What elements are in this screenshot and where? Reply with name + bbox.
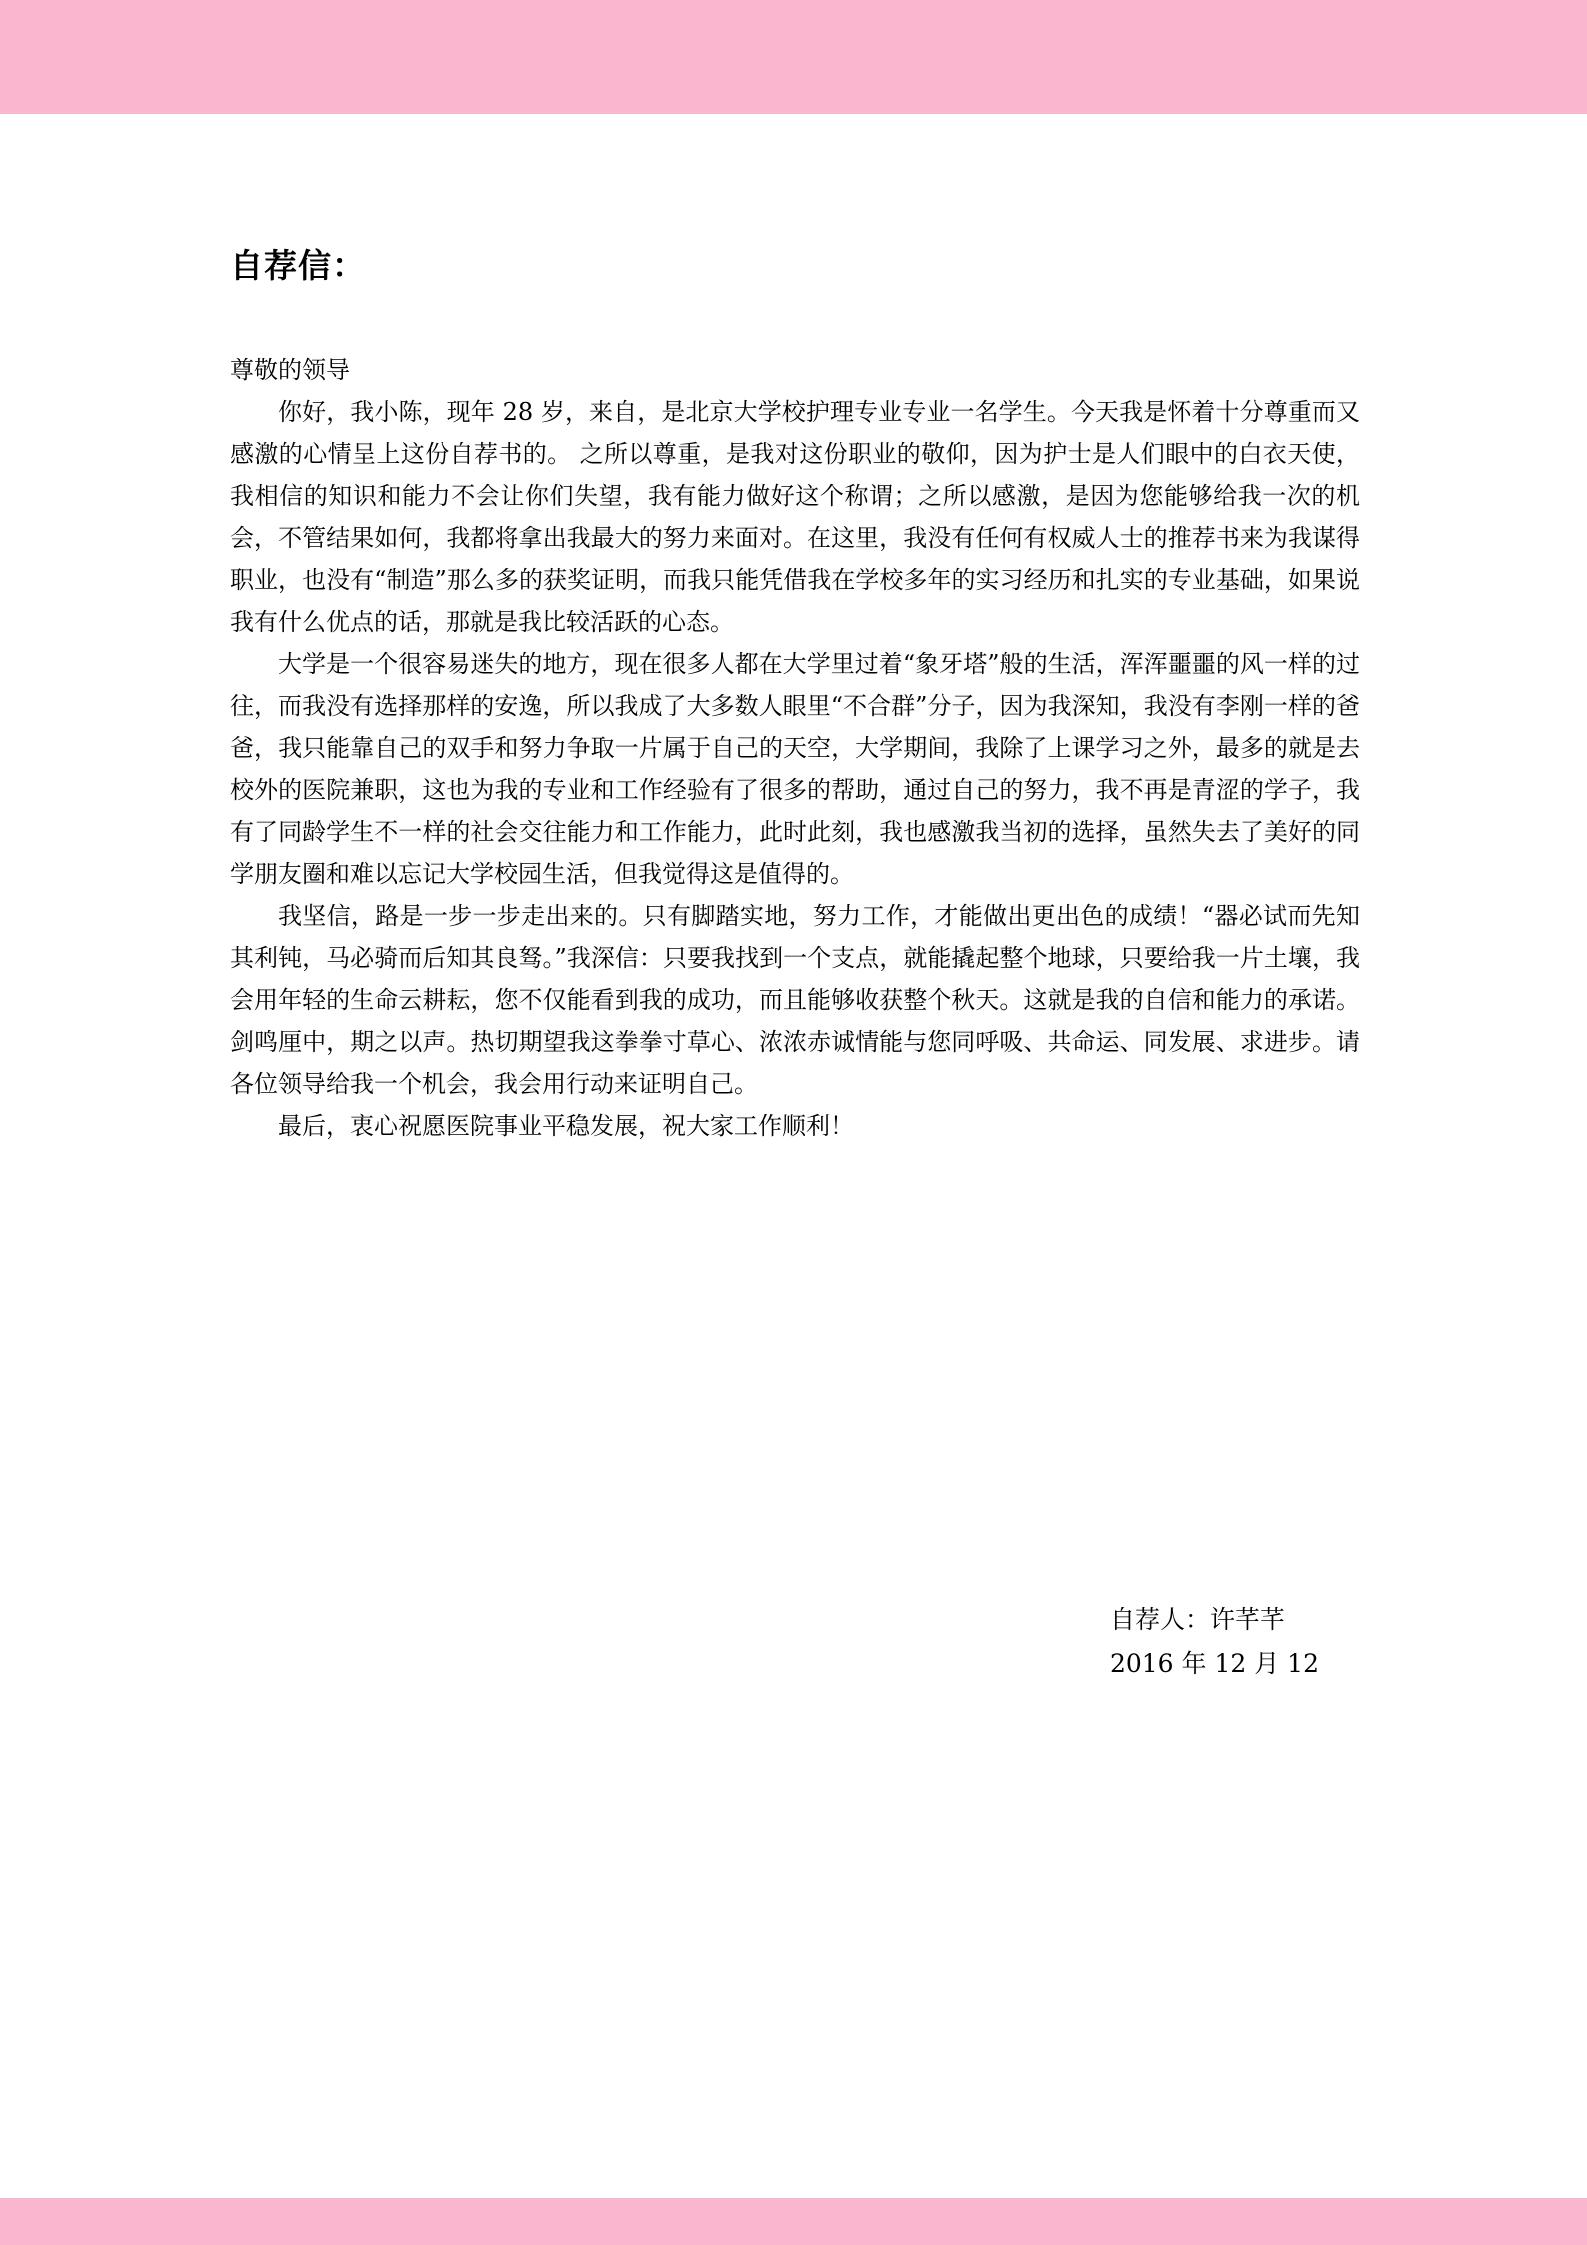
paragraph-university: 大学是一个很容易迷失的地方，现在很多人都在大学里过着“象牙塔”般的生活，浑浑噩噩的风一样的过往，而我没有选择那样的安逸，所以我成了大多数人眼里“不合群”分子，因为我深知，我没有李刚一样的爸爸，我只能靠自己的双手和努力争取一片属于自己的天空，大学期间，我除了上课学习之外，最多的就是去校外的医院兼职，这也为我的专业和工作经验有了很多的帮助，通过自己的努力，我不再是青涩的学子，我有了同龄学生不一样的社会交往能力和工作能力，此时此刻，我也感激我当初的选择，虽然失去了美好的同学朋友圈和难以忘记大学校园生活，但我觉得这是值得的。 xyxy=(230,650,1360,888)
paragraph-intro: 你好，我小陈，现年 28 岁，来自，是北京大学校护理专业专业一名学生。今天我是怀着十分尊重而又感激的心情呈上这份自荐书的。 之所以尊重，是我对这份职业的敬仰，因为护士是人们眼中的白衣天使，我相信的知识和能力不会让你们失望，我有能力做好这个称谓；之所以感激，是因为您能够给我一次的机会，不管结果如何，我都将拿出我最大的努力来面对。在这里，我没有任何有权威人士的推荐书来为我谋得职业，也没有“制造”那么多的获奖证明，而我只能凭借我在学校多年的实习经历和扎实的专业基础，如果说我有什么优点的话，那就是我比较活跃的心态。 xyxy=(230,398,1360,636)
page-title: 自荐信： xyxy=(230,246,366,285)
top-pink-band xyxy=(0,0,1587,114)
signature-block xyxy=(1110,1598,1319,1686)
signature-date: 2016 年 12 月 12 xyxy=(1109,1649,1319,1678)
signature-name: 自荐人：许芊芊 xyxy=(1109,1605,1285,1634)
paragraph-belief: 我坚信，路是一步一步走出来的。只有脚踏实地，努力工作，才能做出更出色的成绩！“器必试而先知其利钝，马必骑而后知其良驽。”我深信：只要我找到一个支点，就能撬起整个地球，只要给我一片土壤，我会用年轻的生命云耕耘，您不仅能看到我的成功，而且能够收获整个秋天。这就是我的自信和能力的承诺。剑鸣厘中，期之以声。热切期望我这拳拳寸草心、浓浓赤诚情能与您同呼吸、共命运、同发展、求进步。请各位领导给我一个机会，我会用行动来证明自己。 xyxy=(230,902,1360,1098)
paragraph-closing: 最后，衷心祝愿医院事业平稳发展，祝大家工作顺利！ xyxy=(278,1112,854,1140)
bottom-pink-band xyxy=(0,2198,1587,2245)
letter-body xyxy=(230,349,1360,1147)
salutation: 尊敬的领导 xyxy=(230,356,350,384)
